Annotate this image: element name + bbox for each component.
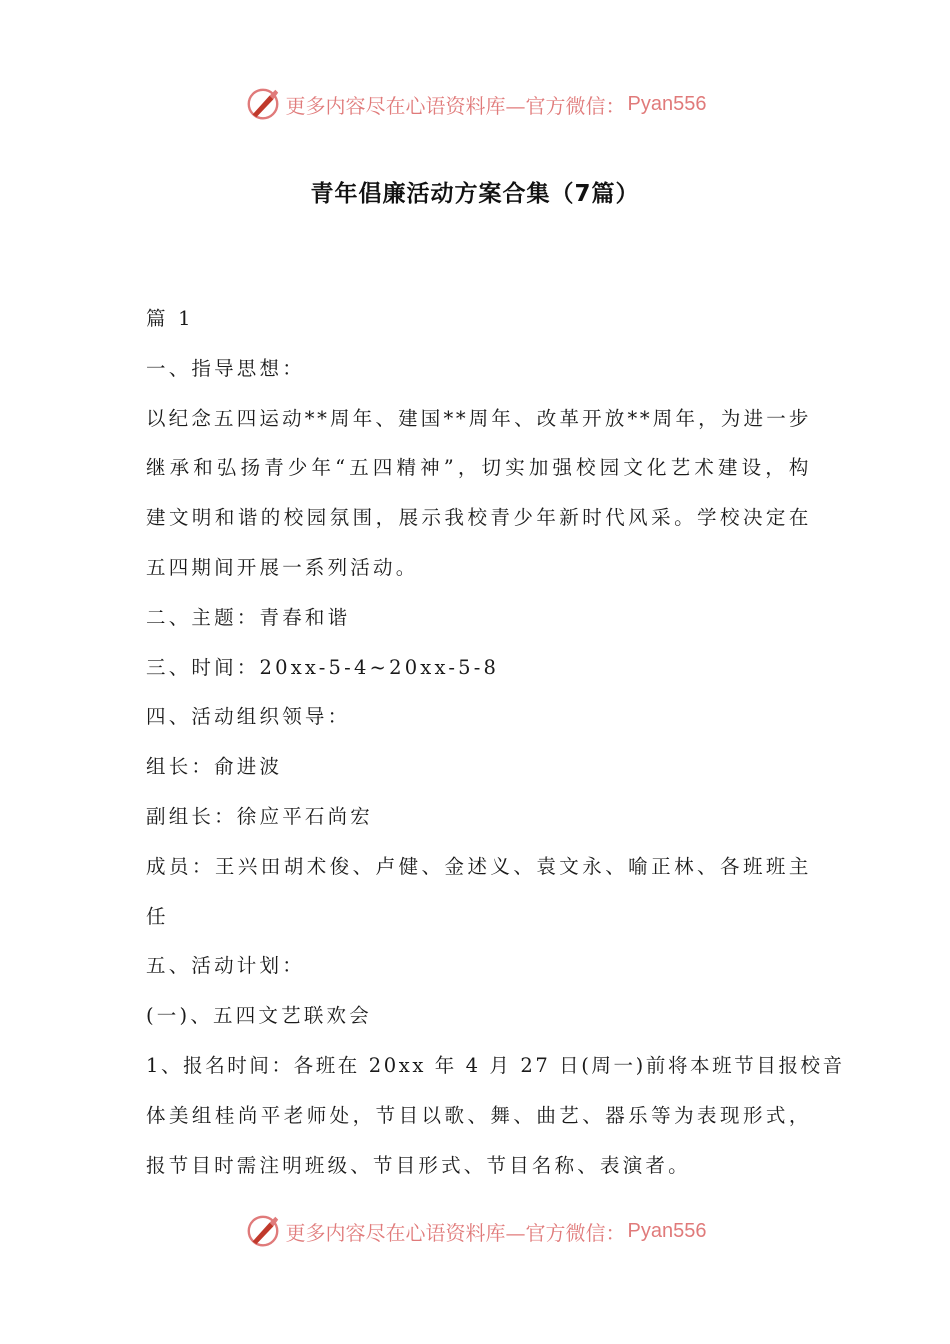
pen-logo-icon: [244, 85, 282, 123]
paragraph-line: 报节目时需注明班级、节目形式、节目名称、表演者。: [146, 1153, 691, 1177]
watermark-text: 更多内容尽在心语资料库—官方微信：: [285, 1220, 626, 1245]
deputy-leader-line: 副组长：徐应平石尚宏: [146, 804, 374, 828]
paragraph-line: 建文明和谐的校园氛围，展示我校青少年新时代风采。学校决定在: [146, 506, 811, 530]
heading-guiding-ideology: 一、指导思想：: [146, 356, 305, 380]
heading-theme: 二、主题：青春和谐: [146, 605, 351, 629]
document-body: [146, 294, 845, 1190]
pen-logo-icon: [244, 1212, 282, 1250]
leader-line: 组长：俞进波: [146, 755, 283, 779]
watermark-banner-bottom: [0, 1209, 950, 1253]
document-title: 青年倡廉活动方案合集（7篇）: [310, 181, 640, 207]
section-label: 篇 1: [146, 307, 194, 330]
members-line-cont: 任: [146, 904, 169, 928]
watermark-text: 更多内容尽在心语资料库—官方微信：: [285, 93, 626, 118]
paragraph-line: 继承和弘扬青少年“五四精神”，切实加强校园文化艺术建设，构: [146, 456, 811, 480]
watermark-id: Pyan556: [627, 1219, 707, 1242]
members-line: 成员：王兴田胡术俊、卢健、金述义、袁文永、喻正林、各班班主: [146, 854, 811, 878]
watermark-banner-top: [0, 82, 950, 126]
subheading-gala: (一)、五四文艺联欢会: [146, 1004, 372, 1028]
paragraph-line: 1、报名时间：各班在 20xx 年 4 月 27 日(周一)前将本班节目报校音: [146, 1053, 845, 1077]
heading-organization: 四、活动组织领导：: [146, 705, 351, 729]
heading-activity-plan: 五、活动计划：: [146, 954, 305, 978]
paragraph-line: 五四期间开展一系列活动。: [146, 555, 419, 579]
heading-time: 三、时间：20xx-5-4~20xx-5-8: [146, 655, 500, 679]
paragraph-line: 体美组桂尚平老师处，节目以歌、舞、曲艺、器乐等为表现形式，: [146, 1103, 811, 1127]
paragraph-line: 以纪念五四运动**周年、建国**周年、改革开放**周年，为进一步: [146, 406, 811, 430]
watermark-id: Pyan556: [627, 92, 707, 115]
